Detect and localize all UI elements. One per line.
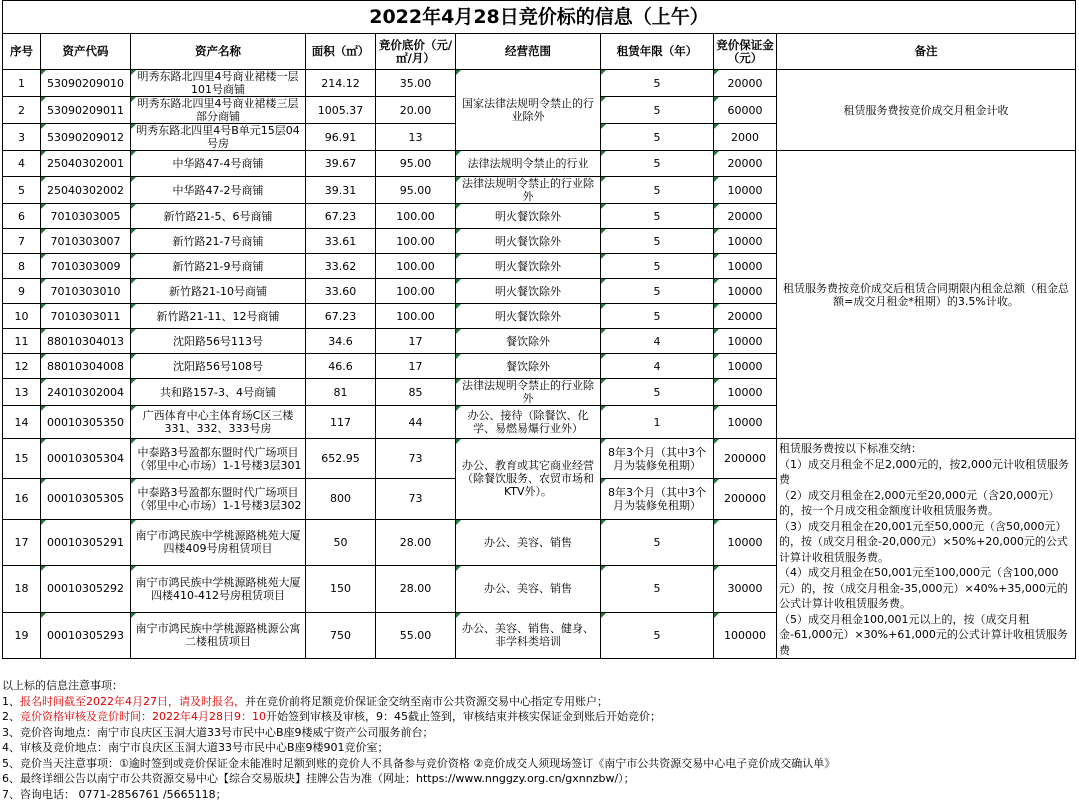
cell-code: 00010305305	[41, 479, 131, 519]
cell-price: 28.00	[376, 519, 456, 565]
cell-scope-merged: 国家法律法规明令禁止的行业除外	[456, 70, 601, 151]
cell-term: 5	[601, 97, 714, 124]
header-term: 租赁年限（年）	[601, 34, 714, 70]
cell-scope: 法律法规明令禁止的行业除外	[456, 379, 601, 406]
cell-no: 9	[3, 279, 41, 304]
cell-name: 中泰路3号盈都东盟时代广场项目（邻里中心市场）1-1号楼3层301	[131, 439, 306, 479]
cell-code: 53090209010	[41, 70, 131, 97]
cell-no: 3	[3, 124, 41, 151]
cell-area: 34.6	[306, 329, 376, 354]
cell-area: 33.62	[306, 254, 376, 279]
header-name: 资产名称	[131, 34, 306, 70]
cell-term: 4	[601, 354, 714, 379]
note-2-prefix: 2、	[2, 710, 20, 723]
cell-price: 100.00	[376, 204, 456, 229]
note-1-text: 并在竞价前将足额竞价保证金交纳至南市公共资源交易中心指定专用账户；	[245, 694, 608, 708]
cell-scope: 明火餐饮除外	[456, 304, 601, 329]
cell-no: 18	[3, 566, 41, 612]
cell-code: 00010305304	[41, 439, 131, 479]
remark-line: （2）成交月租金在2,000元至20,000元（含20,000元）的，按一个月成交租金额度计收租赁服务费。	[779, 488, 1060, 517]
cell-area: 750	[306, 612, 376, 658]
cell-area: 1005.37	[306, 97, 376, 124]
header-price: 竞价底价（元/㎡/月）	[376, 34, 456, 70]
cell-code: 7010303010	[41, 279, 131, 304]
cell-scope: 明火餐饮除外	[456, 204, 601, 229]
cell-area: 33.61	[306, 229, 376, 254]
cell-price: 100.00	[376, 229, 456, 254]
note-2	[2, 709, 1077, 725]
table-row	[3, 151, 1076, 177]
cell-area: 96.91	[306, 124, 376, 151]
header-remark: 备注	[777, 34, 1076, 70]
cell-area: 67.23	[306, 204, 376, 229]
cell-price: 100.00	[376, 279, 456, 304]
cell-deposit: 10000	[714, 254, 777, 279]
cell-code: 25040302001	[41, 151, 131, 177]
cell-term: 5	[601, 566, 714, 612]
cell-remark-merged	[777, 439, 1076, 659]
cell-price: 100.00	[376, 304, 456, 329]
cell-code: 7010303007	[41, 229, 131, 254]
cell-name: 中泰路3号盈都东盟时代广场项目（邻里中心市场）1-1号楼3层302	[131, 479, 306, 519]
cell-name: 明秀东路北四里4号商业裙楼一层101号商铺	[131, 70, 306, 97]
cell-scope: 明火餐饮除外	[456, 279, 601, 304]
cell-area: 46.6	[306, 354, 376, 379]
cell-term: 5	[601, 612, 714, 658]
cell-term: 5	[601, 70, 714, 97]
cell-scope: 办公、接待（除餐饮、化学、易燃易爆行业外）	[456, 406, 601, 439]
cell-name: 新竹路21-9号商铺	[131, 254, 306, 279]
cell-code: 7010303009	[41, 254, 131, 279]
cell-name: 南宁市鸿民族中学桃源路桃苑大厦四楼410-412号房租赁项目	[131, 566, 306, 612]
cell-area: 50	[306, 519, 376, 565]
cell-price: 55.00	[376, 612, 456, 658]
cell-deposit: 200000	[714, 439, 777, 479]
cell-price: 73	[376, 479, 456, 519]
page-title: 2022年4月28日竞价标的信息（上午）	[3, 1, 1076, 34]
cell-deposit: 2000	[714, 124, 777, 151]
remark-line: （3）成交月租金在20,001元至50,000元（含50,000元）的，按（成交月租金-20,000元）×50%+20,000元的公式计算计收租赁服务费。	[779, 519, 1068, 564]
cell-no: 8	[3, 254, 41, 279]
cell-code: 00010305350	[41, 406, 131, 439]
cell-no: 12	[3, 354, 41, 379]
cell-deposit: 10000	[714, 406, 777, 439]
cell-name: 明秀东路北四里4号B单元15层04号房	[131, 124, 306, 151]
cell-price: 85	[376, 379, 456, 406]
header-row	[3, 34, 1076, 70]
cell-price: 28.00	[376, 566, 456, 612]
remark-line: （1）成交月租金不足2,000元的，按2,000元计收租赁服务费	[779, 457, 1069, 486]
cell-no: 4	[3, 151, 41, 177]
cell-code: 25040302002	[41, 177, 131, 204]
cell-name: 沈阳路56号113号	[131, 329, 306, 354]
cell-term: 5	[601, 124, 714, 151]
cell-scope: 餐饮除外	[456, 329, 601, 354]
cell-code: 53090209011	[41, 97, 131, 124]
cell-price: 44	[376, 406, 456, 439]
cell-deposit: 10000	[714, 354, 777, 379]
note-4: 4、审核及竞价地点：南宁市良庆区玉洞大道33号市民中心B座9楼901竞价室；	[2, 741, 389, 754]
cell-deposit: 10000	[714, 177, 777, 204]
cell-term: 4	[601, 329, 714, 354]
cell-price: 100.00	[376, 254, 456, 279]
cell-name: 沈阳路56号108号	[131, 354, 306, 379]
cell-code: 24010302004	[41, 379, 131, 406]
cell-term: 5	[601, 229, 714, 254]
remark-line: （4）成交月租金在50,001元至100,000元（含100,000元）的，按（成交月租金-35,000元）×40%+35,000元的公式计算计收租赁服务费。	[779, 566, 1068, 610]
cell-no: 2	[3, 97, 41, 124]
cell-no: 6	[3, 204, 41, 229]
cell-term: 5	[601, 519, 714, 565]
cell-code: 7010303011	[41, 304, 131, 329]
cell-price: 95.00	[376, 151, 456, 177]
cell-deposit: 60000	[714, 97, 777, 124]
remark-line: （5）成交月租金100,001元以上的，按（成交月租金-61,000元）×30%+61,000元的公式计算计收租赁服务费	[779, 612, 1068, 657]
cell-name: 南宁市鸿民族中学桃源路桃源公寓二楼租赁项目	[131, 612, 306, 658]
cell-code: 00010305291	[41, 519, 131, 565]
cell-code: 7010303005	[41, 204, 131, 229]
cell-scope: 法律法规明令禁止的行业除外	[456, 177, 601, 204]
cell-scope: 明火餐饮除外	[456, 254, 601, 279]
cell-code: 00010305292	[41, 566, 131, 612]
cell-term: 5	[601, 304, 714, 329]
cell-scope: 法律法规明令禁止的行业	[456, 151, 601, 177]
header-no: 序号	[3, 34, 41, 70]
cell-deposit: 20000	[714, 304, 777, 329]
header-area: 面积（㎡）	[306, 34, 376, 70]
table-row	[3, 439, 1076, 479]
cell-no: 15	[3, 439, 41, 479]
cell-no: 1	[3, 70, 41, 97]
cell-area: 214.12	[306, 70, 376, 97]
cell-scope: 餐饮除外	[456, 354, 601, 379]
cell-no: 13	[3, 379, 41, 406]
cell-deposit: 20000	[714, 151, 777, 177]
cell-name: 新竹路21-10号商铺	[131, 279, 306, 304]
cell-term: 5	[601, 204, 714, 229]
cell-price: 20.00	[376, 97, 456, 124]
cell-code: 00010305293	[41, 612, 131, 658]
note-6: 6、最终详细公告以南宁市公共资源交易中心【综合交易版块】挂牌公告为准（网址：https://www.nnggzy.org.cn/gxnnzbw/）；	[2, 772, 635, 785]
cell-price: 73	[376, 439, 456, 479]
cell-name: 广西体育中心主体育场C区三楼331、332、333号房	[131, 406, 306, 439]
cell-no: 11	[3, 329, 41, 354]
cell-name: 中华路47-2号商铺	[131, 177, 306, 204]
note-3: 3、竞价咨询地点：南宁市良庆区玉洞大道33号市民中心B座9楼威宁资产公司服务前台；	[2, 725, 434, 739]
header-scope: 经营范围	[456, 34, 601, 70]
cell-area: 652.95	[306, 439, 376, 479]
cell-name: 新竹路21-7号商铺	[131, 229, 306, 254]
cell-term: 8年3个月（其中3个月为装修免租期）	[601, 439, 714, 479]
note-1-highlight: 报名时间截至2022年4月27日，请及时报名，	[20, 694, 245, 708]
note-1-prefix: 1、	[2, 694, 20, 708]
cell-code: 88010304008	[41, 354, 131, 379]
header-deposit: 竞价保证金（元）	[714, 34, 777, 70]
remark-line: 租赁服务费按以下标准交纳：	[779, 442, 922, 455]
cell-term: 1	[601, 406, 714, 439]
cell-no: 7	[3, 229, 41, 254]
cell-deposit: 100000	[714, 612, 777, 658]
cell-deposit: 30000	[714, 566, 777, 612]
cell-deposit: 10000	[714, 519, 777, 565]
table-row	[3, 70, 1076, 97]
cell-area: 150	[306, 566, 376, 612]
cell-no: 10	[3, 304, 41, 329]
note-7: 7、咨询电话： 0771-2856761 /5665118；	[2, 787, 227, 801]
cell-scope: 明火餐饮除外	[456, 229, 601, 254]
notes-section	[2, 678, 1077, 802]
notes-heading: 以上标的信息注意事项：	[2, 679, 123, 692]
note-5: 5、竞价当天注意事项：①逾时签到或竞价保证金未能准时足额到账的竞价人不具备参与竞价资格 ②竞价成交人须现场签订《南宁市公共资源交易中心电子竞价成交确认单》	[2, 756, 836, 770]
note-2-text: 开始签到审核及审核，9：45截止签到，审核结束并核实保证金到账后开始竞价；	[265, 710, 661, 723]
cell-term: 5	[601, 177, 714, 204]
cell-remark-merged: 租赁服务费按竞价成交后租赁合同期限内租金总额（租金总额=成交月租金*租期）的3.5%计收。	[777, 151, 1076, 439]
header-code: 资产代码	[41, 34, 131, 70]
cell-no: 17	[3, 519, 41, 565]
cell-name: 中华路47-4号商铺	[131, 151, 306, 177]
cell-area: 117	[306, 406, 376, 439]
cell-term: 5	[601, 379, 714, 406]
cell-deposit: 20000	[714, 204, 777, 229]
cell-area: 800	[306, 479, 376, 519]
cell-no: 5	[3, 177, 41, 204]
cell-scope: 办公、美容、销售、健身、非学科类培训	[456, 612, 601, 658]
cell-term: 8年3个月（其中3个月为装修免租期）	[601, 479, 714, 519]
cell-term: 5	[601, 279, 714, 304]
cell-area: 39.67	[306, 151, 376, 177]
cell-no: 19	[3, 612, 41, 658]
cell-deposit: 20000	[714, 70, 777, 97]
cell-term: 5	[601, 254, 714, 279]
cell-deposit: 10000	[714, 329, 777, 354]
cell-term: 5	[601, 151, 714, 177]
cell-scope: 办公、美容、销售	[456, 519, 601, 565]
cell-price: 95.00	[376, 177, 456, 204]
cell-deposit: 200000	[714, 479, 777, 519]
cell-name: 新竹路21-11、12号商铺	[131, 304, 306, 329]
cell-remark-merged: 租赁服务费按竞价成交月租金计收	[777, 70, 1076, 151]
auction-table	[2, 0, 1076, 659]
cell-price: 17	[376, 329, 456, 354]
cell-area: 33.60	[306, 279, 376, 304]
cell-no: 16	[3, 479, 41, 519]
cell-code: 88010304013	[41, 329, 131, 354]
note-1	[2, 694, 1077, 710]
cell-deposit: 10000	[714, 279, 777, 304]
cell-price: 35.00	[376, 70, 456, 97]
cell-code: 53090209012	[41, 124, 131, 151]
cell-deposit: 10000	[714, 229, 777, 254]
cell-name: 共和路157-3、4号商铺	[131, 379, 306, 406]
cell-scope: 办公、美容、销售	[456, 566, 601, 612]
cell-name: 新竹路21-5、6号商铺	[131, 204, 306, 229]
cell-price: 17	[376, 354, 456, 379]
cell-no: 14	[3, 406, 41, 439]
cell-price: 13	[376, 124, 456, 151]
note-2-highlight: 竞价资格审核及竞价时间：2022年4月28日9：10	[20, 710, 266, 723]
cell-area: 81	[306, 379, 376, 406]
cell-area: 39.31	[306, 177, 376, 204]
cell-deposit: 10000	[714, 379, 777, 406]
cell-name: 明秀东路北四里4号商业裙楼三层部分商铺	[131, 97, 306, 124]
cell-scope-merged: 办公、教育或其它商业经营（除餐饮服务、农贸市场和KTV外）。	[456, 439, 601, 520]
cell-name: 南宁市鸿民族中学桃源路桃苑大厦四楼409号房租赁项目	[131, 519, 306, 565]
cell-area: 67.23	[306, 304, 376, 329]
